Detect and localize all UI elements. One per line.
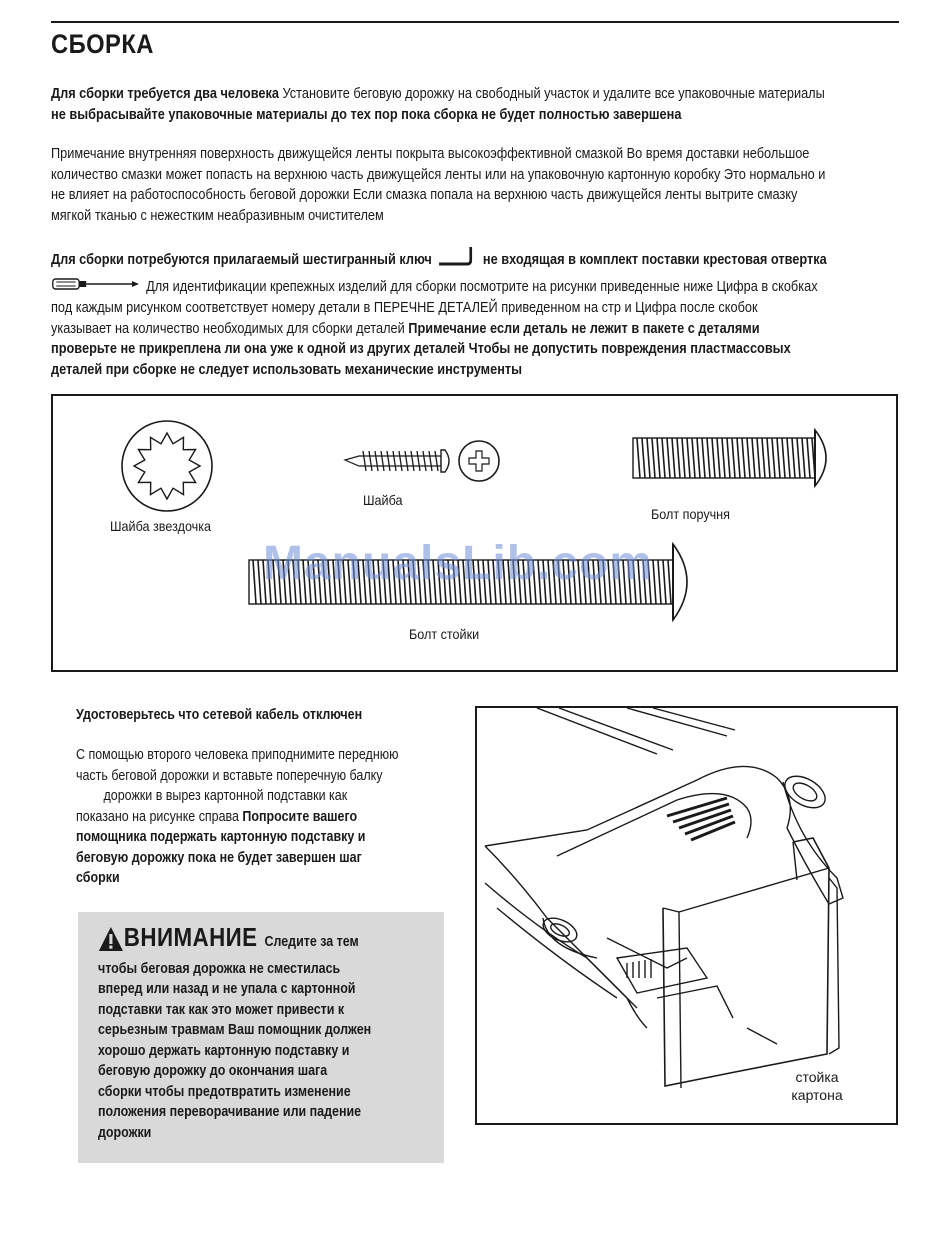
note-line-4: мягкой тканью с нежестким неабразивным очистителем [51,207,384,224]
tools-line-6: деталей при сборке не следует использовать механические инструменты [51,361,523,378]
watermark: ManualsLib.com [263,537,654,590]
step-paragraph [76,745,454,889]
step-heading: Удостоверьтесь что сетевой кабель отключен [76,707,363,723]
top-rule [51,21,899,23]
warning-box [78,912,444,1163]
note-line-1: Примечание внутренняя поверхность движущейся ленты покрыта высокоэффективной смазкой Во время доставки небольшое [51,146,810,162]
warning-line: чтобы беговая дорожка не сместилась [98,960,341,977]
cardboard-stand-label-line-1: стойка [795,1069,839,1085]
treadmill-cardboard-illustration [477,708,896,1123]
hardware-parts-box [51,394,898,672]
step-line-7: сборки [76,870,120,886]
warning-text [98,922,416,1143]
warning-line: дорожки [98,1124,152,1141]
warning-line: сборки чтобы предотвратить изменение [98,1083,351,1100]
hex-key-icon [435,245,479,276]
cardboard-stand-label-line-2: картона [791,1087,843,1103]
step-line-4-bold: Попросите вашего [242,808,358,825]
step-line-6: беговую дорожку пока не будет завершен шаг [76,849,362,866]
tools-line-4-bold: Примечание если деталь не лежит в пакете с деталями [408,320,760,337]
warning-line: подставки так как это может привести к [98,1001,345,1018]
screw-icon [341,436,501,486]
intro-bold-line2: не выбрасывайте упаковочные материалы до тех пор пока сборка не будет полностью завершена [51,106,682,123]
warning-line: положения переворачивание или падение [98,1104,362,1120]
screw-label: Шайба [363,492,403,508]
note-paragraph [51,144,896,226]
note-line-2: количество смазки может попасть на верхнюю часть движущейся ленты или на упаковочную картонную коробку Это нормально и [51,166,826,183]
tools-line-3: под каждым рисунком соответствует номеру детали в ПЕРЕЧНЕ ДЕТАЛЕЙ приведенном на стр и Цифра после скобок [51,300,758,316]
tools-bold-b: не входящая в комплект поставки крестовая отвертка [482,252,827,269]
tools-line-5: проверьте не прикреплена ли она уже к одной из других деталей Чтобы не допустить повреждения пластмассовых [51,341,791,357]
step-line-4-text: показано на рисунке справа [76,808,239,825]
warning-line: хорошо держать картонную подставку и [98,1042,350,1059]
screwdriver-icon [51,276,143,299]
tools-line-4-text: указывает на количество необходимых для сборки деталей [51,320,405,337]
warning-line: серьезным травмам Ваш помощник должен [98,1022,372,1038]
star-washer-label: Шайба звездочка [110,518,212,534]
tools-line-2: Для идентификации крепежных изделий для сборки посмотрите на рисунки приведенные ниже Цифра в скобках [146,278,818,295]
step-line-2: часть беговой дорожки и вставьте поперечную балку [76,767,383,784]
assembly-figure [475,706,898,1125]
tools-paragraph [51,245,896,380]
warning-line: беговую дорожку до окончания шага [98,1063,328,1079]
intro-paragraph [51,84,896,125]
cardboard-stand-label [777,1068,857,1104]
tools-bold-a: Для сборки потребуются прилагаемый шестигранный ключ [51,252,432,269]
intro-text: Установите беговую дорожку на свободный участок и удалите все упаковочные материалы [282,86,825,102]
warning-line: вперед или назад и не упала с картонной [98,981,356,997]
star-washer-icon [119,418,215,514]
upright-bolt-label: Болт стойки [409,626,480,642]
intro-bold-lead: Для сборки требуется два человека [51,86,279,102]
note-line-3: не влияет на работоспособность беговой дорожки Если смазка попала на верхнюю часть движущейся ленты вытрите смазку [51,187,798,203]
step-line-5: помощника подержать картонную подставку и [76,829,366,845]
handrail-bolt-icon [629,422,841,492]
warning-first: Следите за тем [264,934,359,951]
warning-heading: ВНИМАНИЕ [123,922,258,953]
warning-triangle-icon [98,926,124,959]
step-line-3: дорожки в вырез картонной подставки как [103,788,348,804]
step-line-1: С помощью второго человека приподнимите переднюю [76,747,399,763]
page-title: СБОРКА [51,29,154,59]
handrail-bolt-label: Болт поручня [651,506,730,522]
